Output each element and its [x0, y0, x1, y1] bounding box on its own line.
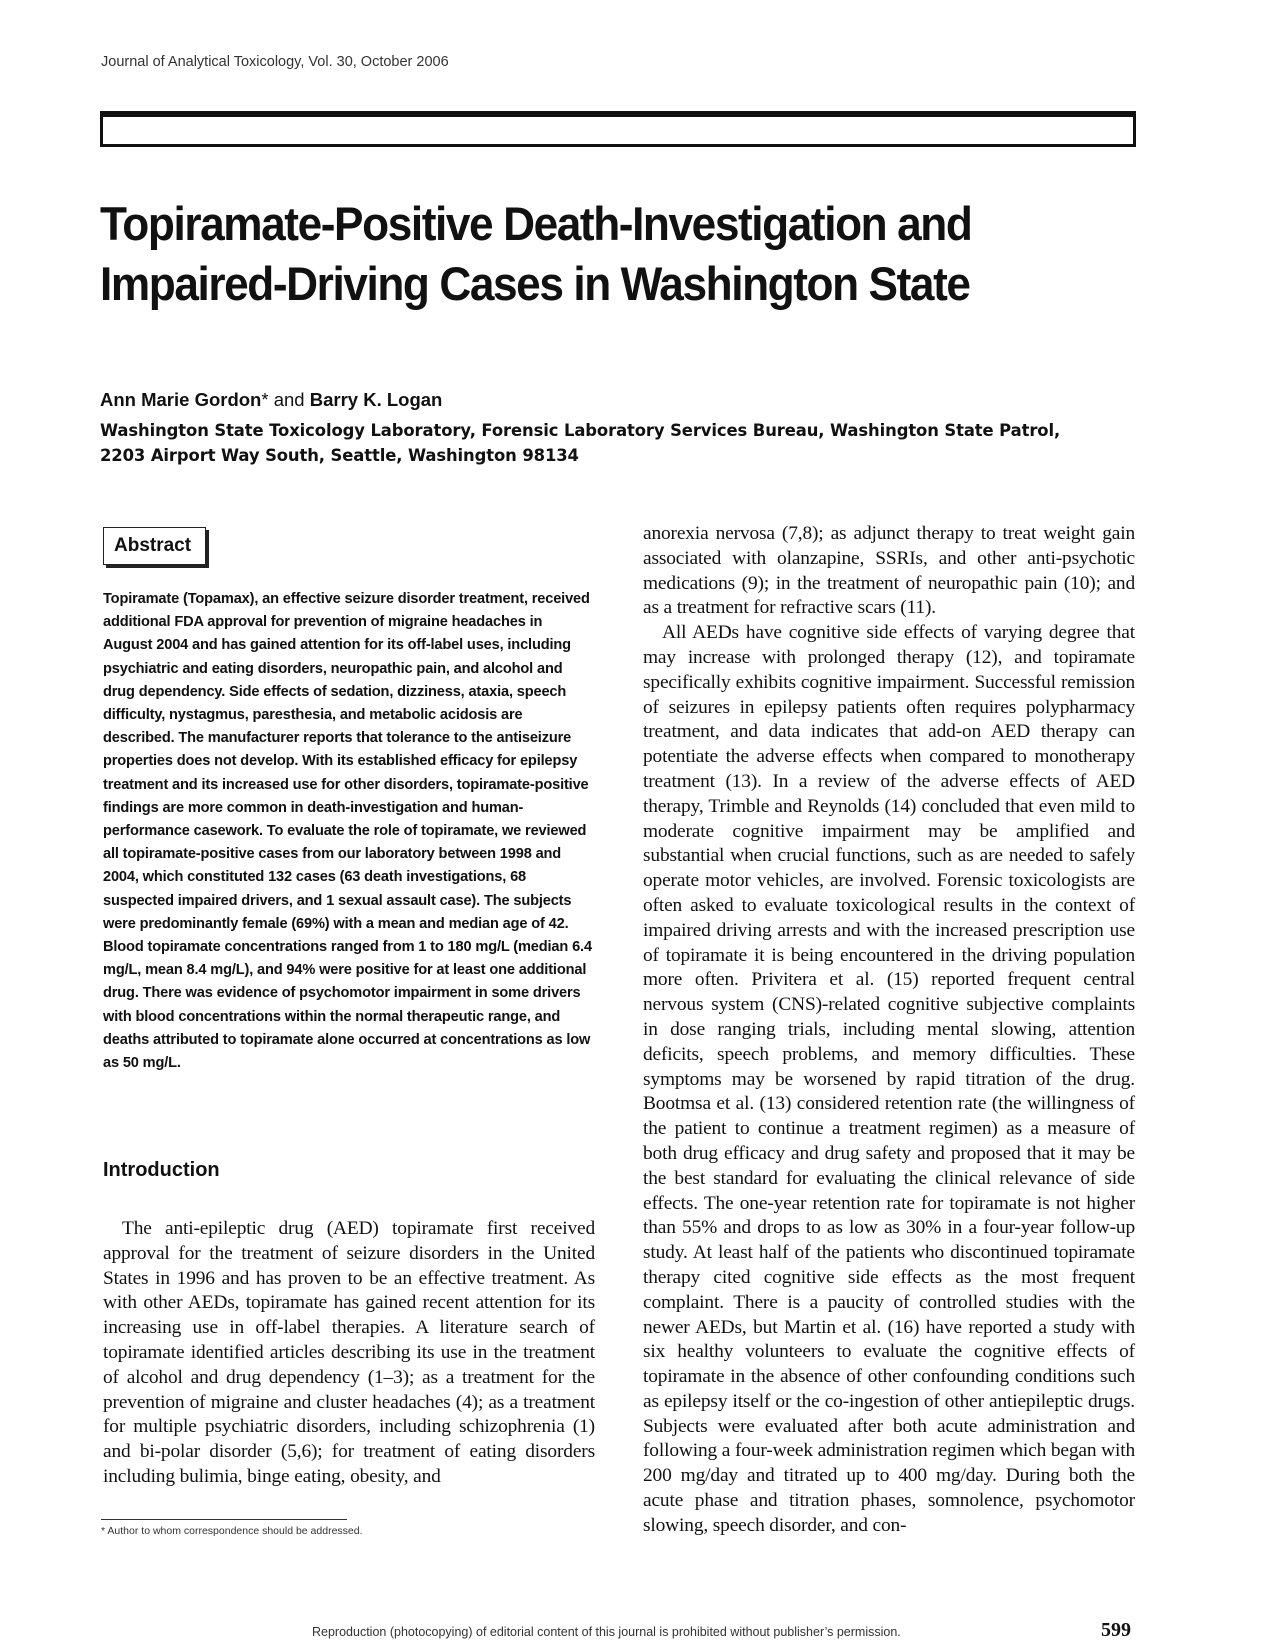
affiliation	[100, 418, 1150, 468]
author-name: Ann Marie Gordon	[100, 389, 262, 410]
footnote: * Author to whom correspondence should be addressed.	[101, 1525, 363, 1537]
body-paragraph: All AEDs have cognitive side effects of varying degree that may increase with prolonged therapy (12), and topiramate specifically exhibits cognitive impairment. Successful remission of seizures in epilepsy patients often requires polypharmacy treatment, and data indicates that add-on AED therapy can potentiate the adverse effects when compared to monotherapy treatment (13). In a review of the adverse effects of AED therapy, Trimble and Reynolds (14) concluded that even mild to moderate cognitive impairment may be amplified and substantial when crucial functions, such as are needed to safely operate motor vehicles, are involved. Forensic toxicologists are often asked to evaluate toxicological results in the context of impaired driving arrests and with the increased prescription use of topiramate it is being encountered in the driving population more often. Privitera et al. (15) reported frequent central nervous system (CNS)-related cognitive subjective complaints in dose ranging trials, including mental slowing, attention deficits, speech problems, and memory difficulties. These symptoms may be worsened by rapid titration of the drug. Bootmsa et al. (13) considered retention rate (the willingness of the patient to continue a treatment regimen) as a measure of both drug efficacy and drug safety and proposed that it may be the best standard for evaluating the clinical relevance of side effects. The one-year retention rate for topiramate is not higher than 55% and drops to as low as 30% in a four-year follow-up study. At least half of the patients who discontinued topiramate therapy cited cognitive side effects as the most frequent complaint. There is a paucity of controlled studies with the newer AEDs, but Martin et al. (16) have reported a study with six healthy volunteers to evaluate the cognitive effects of topiramate in the absence of other confounding conditions such as epilepsy itself or the co-ingestion of other antiepileptic drugs. Subjects were evaluated after both acute administration and following a four-week administration regimen which began with 200 mg/day and titrated up to 400 mg/day. During both the acute phase and titration phases, somnolence, psychomotor slowing, speech disorder, and con-	[643, 622, 1135, 1536]
affiliation-line: Washington State Toxicology Laboratory, Forensic Laboratory Services Bureau, Washington State Patrol,	[100, 421, 1061, 440]
affiliation-line: 2203 Airport Way South, Seattle, Washington 98134	[100, 446, 579, 465]
abstract-heading: Abstract	[103, 527, 206, 565]
author-conjunction: and	[273, 389, 305, 410]
introduction-heading: Introduction	[103, 1159, 220, 1181]
correspondence-mark: *	[261, 389, 269, 410]
journal-header: Journal of Analytical Toxicology, Vol. 30, October 2006	[101, 54, 449, 70]
article-title: Topiramate-Positive Death-Investigation and Impaired-Driving Cases in Washington State	[100, 197, 972, 310]
body-paragraph: The anti-epileptic drug (AED) topiramate first received approval for the treatment of seizure disorders in the United States in 1996 and has proven to be an effective treatment. As with other AEDs, topiramate has gained recent attention for its increasing use in off-label therapies. A literature search of topiramate identified articles describing its use in the treatment of alcohol and drug dependency (1–3); as a treatment for the prevention of migraine and cluster headaches (4); as a treatment for multiple psychiatric disorders, including schizophrenia (1) and bi-polar disorder (5,6); for treatment of eating disorders including bulimia, binge eating, obesity, and	[103, 1218, 595, 1487]
left-column-body	[103, 1217, 595, 1490]
footnote-rule	[101, 1519, 347, 1520]
body-paragraph: anorexia nervosa (7,8); as adjunct therapy to treat weight gain associated with olanzapine, SSRIs, and other anti-psychotic medications (9); in the treatment of neuropathic pain (10); and as a treatment for refractive scars (11).	[643, 523, 1135, 619]
page-number: 599	[1101, 1619, 1131, 1641]
title-rule-box	[100, 111, 1136, 147]
abstract-text: Topiramate (Topamax), an effective seizure disorder treatment, received additional FDA approval for prevention of migraine headaches in August 2004 and has gained attention for its off-label uses, including psychiatric and eating disorders, neuropathic pain, and alcohol and drug dependency. Side effects of sedation, dizziness, ataxia, speech difficulty, nystagmus, paresthesia, and metabolic acidosis are described. The manufacturer reports that tolerance to the antiseizure properties does not develop. With its established efficacy for epilepsy treatment and its increased use for other disorders, topiramate-positive findings are more common in death-investigation and human-performance casework. To evaluate the role of topiramate, we reviewed all topiramate-positive cases from our laboratory between 1998 and 2004, which constituted 132 cases (63 death investigations, 68 suspected impaired drivers, and 1 sexual assault case). The subjects were predominantly female (69%) with a mean and median age of 42. Blood topiramate concentrations ranged from 1 to 180 mg/L (median 6.4 mg/L, mean 8.4 mg/L), and 94% were positive for at least one additional drug. There was evidence of psychomotor impairment in some drivers with blood concentrations within the normal therapeutic range, and deaths attributed to topiramate alone occurred at concentrations as low as 50 mg/L.	[103, 591, 592, 1072]
right-column-body	[643, 522, 1135, 1539]
author-line	[100, 389, 442, 411]
author-name: Barry K. Logan	[309, 389, 443, 410]
copyright-notice: Reproduction (photocopying) of editorial content of this journal is prohibited without publisher’s permission.	[312, 1625, 901, 1639]
